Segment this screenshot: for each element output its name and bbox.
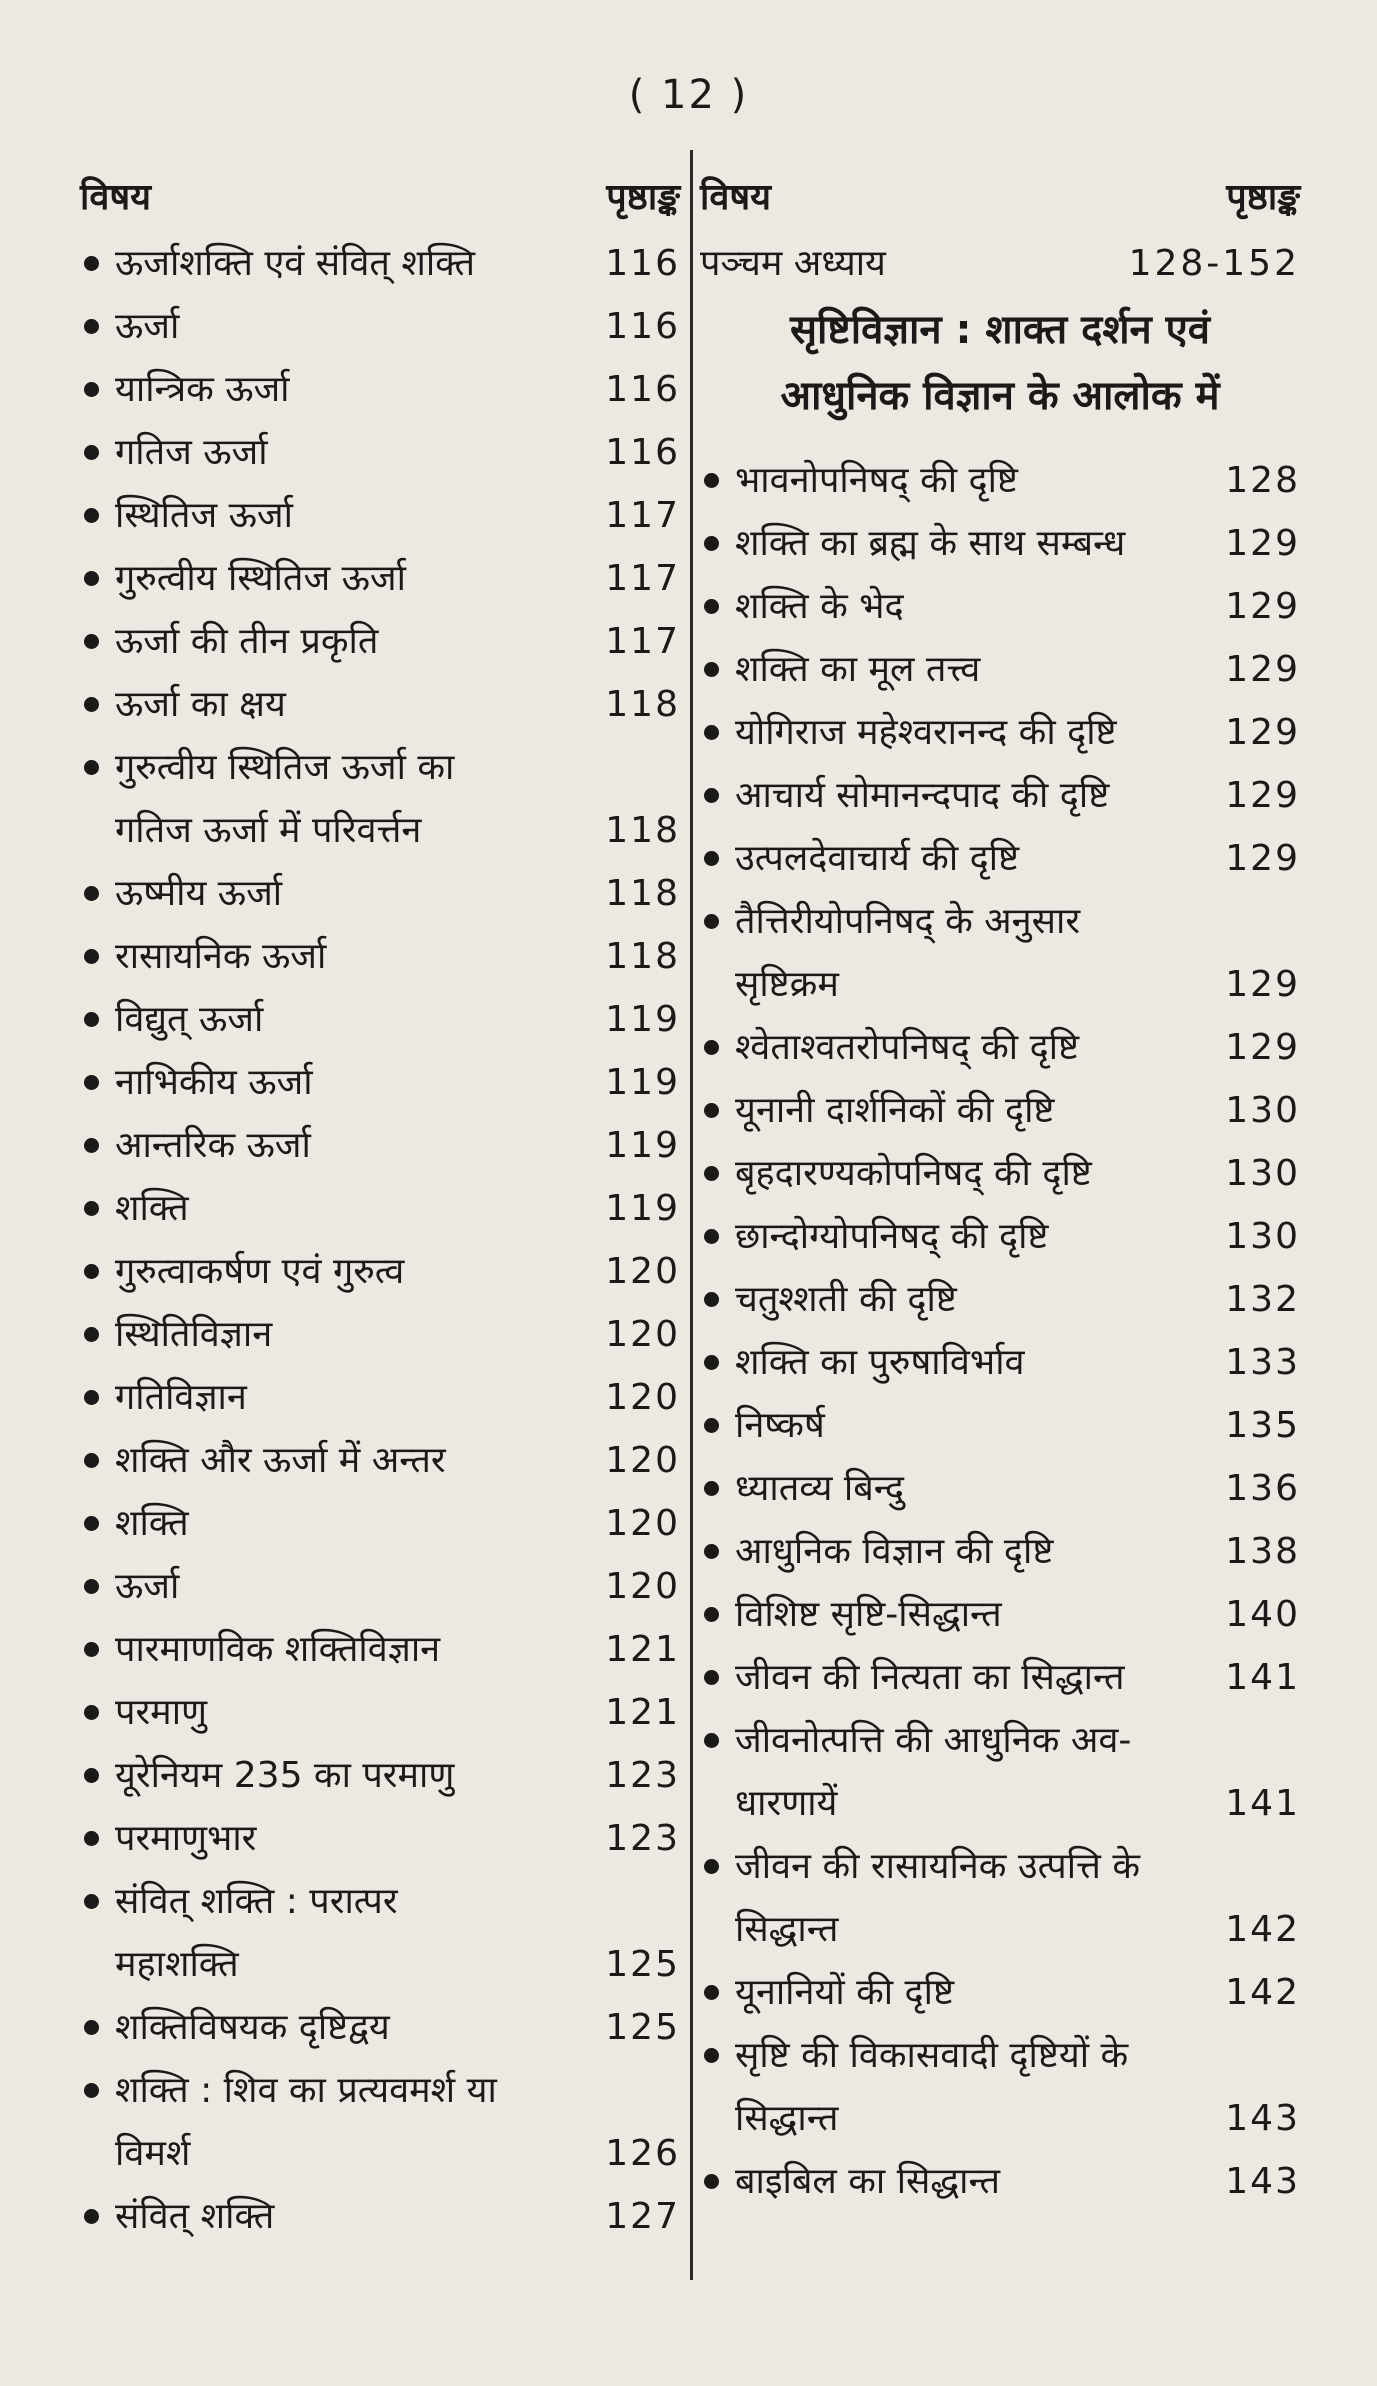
entry-page: 123 xyxy=(605,1755,680,1796)
toc-entry xyxy=(80,232,680,295)
entry-page: 142 xyxy=(1225,1909,1300,1950)
entry-title xyxy=(735,1016,1210,1079)
entry-page: 117 xyxy=(605,621,680,662)
bullet-icon xyxy=(704,788,719,803)
entry-page: 143 xyxy=(1225,2098,1300,2139)
entry-page: 125 xyxy=(605,2007,680,2048)
entry-title xyxy=(735,1394,1210,1457)
toc-entry xyxy=(700,1583,1300,1646)
entry-title-line: शक्ति और ऊर्जा में अन्तर xyxy=(115,1440,446,1481)
subject-heading: विषय xyxy=(700,177,772,218)
toc-entry xyxy=(80,484,680,547)
bullet-icon xyxy=(84,697,99,712)
entry-title-line: गुरुत्वीय स्थितिज ऊर्जा xyxy=(115,558,406,599)
toc-entry xyxy=(80,1744,680,1807)
bullet-icon xyxy=(704,1985,719,2000)
bullet-icon xyxy=(704,725,719,740)
entry-title-line: सृष्टिक्रम xyxy=(735,964,839,1005)
entry-page: 121 xyxy=(605,1692,680,1733)
bullet-icon xyxy=(704,1229,719,1244)
entry-title xyxy=(115,421,590,484)
entry-title xyxy=(115,610,590,673)
toc-entry xyxy=(80,2185,680,2248)
entry-title-line: ऊर्जा xyxy=(115,1566,180,1607)
entry-title-line: गुरुत्वीय स्थितिज ऊर्जा का xyxy=(115,747,455,788)
toc-entry xyxy=(80,736,680,862)
toc-entry xyxy=(700,701,1300,764)
entry-title-line: भावनोपनिषद् की दृष्टि xyxy=(735,460,1018,501)
entry-title-line: उत्पलदेवाचार्य की दृष्टि xyxy=(735,838,1020,879)
entry-title xyxy=(115,295,590,358)
entry-title-line: विशिष्ट सृष्टि-सिद्धान्त xyxy=(735,1594,1002,1635)
entry-title xyxy=(115,1996,590,2059)
bullet-icon xyxy=(84,1075,99,1090)
entry-title xyxy=(115,1555,590,1618)
entry-page: 120 xyxy=(605,1251,680,1292)
chapter-title-line: आधुनिक विज्ञान के आलोक में xyxy=(780,373,1220,419)
chapter-title xyxy=(700,297,1300,429)
bullet-icon xyxy=(704,1166,719,1181)
bullet-icon xyxy=(84,382,99,397)
entry-title xyxy=(735,2024,1210,2150)
entry-title-line: आचार्य सोमानन्दपाद की दृष्टि xyxy=(735,775,1110,816)
chapter-title-line: सृष्टिविज्ञान : शाक्त दर्शन एवं xyxy=(789,307,1211,353)
entry-title-line: महाशक्ति xyxy=(115,1944,239,1985)
bullet-icon xyxy=(84,1831,99,1846)
entry-page: 119 xyxy=(605,1125,680,1166)
entry-title-line: शक्ति का मूल तत्त्व xyxy=(735,649,981,690)
toc-entry xyxy=(80,1870,680,1996)
bullet-icon xyxy=(84,949,99,964)
entry-page: 130 xyxy=(1225,1216,1300,1257)
bullet-icon xyxy=(84,571,99,586)
left-column xyxy=(80,150,680,2248)
entry-page: 126 xyxy=(605,2133,680,2174)
entry-page: 118 xyxy=(605,936,680,977)
bullet-icon xyxy=(704,536,719,551)
toc-entry xyxy=(80,673,680,736)
toc-entry xyxy=(700,512,1300,575)
toc-entry xyxy=(80,1618,680,1681)
right-header xyxy=(700,150,1300,220)
entry-title-line: जीवन की रासायनिक उत्पत्ति के xyxy=(735,1846,1140,1887)
entry-page: 141 xyxy=(1225,1657,1300,1698)
entry-title-line: गुरुत्वाकर्षण एवं गुरुत्व xyxy=(115,1251,405,1292)
entry-title-line: बाइबिल का सिद्धान्त xyxy=(735,2161,1001,2202)
toc-entry xyxy=(700,1331,1300,1394)
toc-entry xyxy=(80,1492,680,1555)
entry-title-line: शक्तिविषयक दृष्टिद्वय xyxy=(115,2007,390,2048)
toc-entry xyxy=(80,358,680,421)
entry-title xyxy=(735,1205,1210,1268)
entry-title xyxy=(115,1744,590,1807)
entry-title xyxy=(115,547,590,610)
toc-entry xyxy=(80,1807,680,1870)
entry-title xyxy=(735,1457,1210,1520)
toc-entry xyxy=(80,1681,680,1744)
entry-title xyxy=(735,1331,1210,1394)
bullet-icon xyxy=(704,1544,719,1559)
entry-title xyxy=(115,2185,590,2248)
toc-entry xyxy=(80,1114,680,1177)
bullet-icon xyxy=(84,1642,99,1657)
entry-title xyxy=(115,232,590,295)
bullet-icon xyxy=(84,1453,99,1468)
toc-entry xyxy=(80,295,680,358)
entry-title-line: ऊर्जा का क्षय xyxy=(115,684,286,725)
entry-page: 143 xyxy=(1225,2161,1300,2202)
entry-title-line: ध्यातव्य बिन्दु xyxy=(735,1468,905,1509)
bullet-icon xyxy=(704,851,719,866)
entry-title-line: सृष्टि की विकासवादी दृष्टियों के xyxy=(735,2035,1129,2076)
bullet-icon xyxy=(84,256,99,271)
entry-title xyxy=(115,1303,590,1366)
entry-page: 140 xyxy=(1225,1594,1300,1635)
bullet-icon xyxy=(704,1040,719,1055)
entry-title xyxy=(115,1807,590,1870)
toc-entry xyxy=(700,1394,1300,1457)
entry-page: 129 xyxy=(1225,964,1300,1005)
entry-title xyxy=(735,764,1210,827)
toc-entry xyxy=(700,449,1300,512)
toc-entry xyxy=(80,925,680,988)
page-heading: पृष्ठाङ्क xyxy=(606,177,680,218)
bullet-icon xyxy=(704,1355,719,1370)
entry-title-line: नाभिकीय ऊर्जा xyxy=(115,1062,313,1103)
entry-page: 129 xyxy=(1225,838,1300,879)
toc-entry xyxy=(80,1996,680,2059)
entry-title xyxy=(735,1079,1210,1142)
entry-title-line: स्थितिविज्ञान xyxy=(115,1314,273,1355)
entry-title-line: शक्ति के भेद xyxy=(735,586,904,627)
entry-title xyxy=(115,1492,590,1555)
bullet-icon xyxy=(704,914,719,929)
entry-title-line: छान्दोग्योपनिषद् की दृष्टि xyxy=(735,1216,1049,1257)
toc-entry xyxy=(700,2024,1300,2150)
entry-page: 127 xyxy=(605,2196,680,2237)
entry-title xyxy=(115,2059,590,2185)
entry-title-line: श्वेताश्वतरोपनिषद् की दृष्टि xyxy=(735,1027,1080,1068)
entry-title-line: निष्कर्ष xyxy=(735,1405,825,1446)
entry-title xyxy=(735,701,1210,764)
entry-title xyxy=(115,1429,590,1492)
entry-title xyxy=(115,1240,590,1303)
entry-title-line: ऊर्जा की तीन प्रकृति xyxy=(115,621,379,662)
entry-title xyxy=(735,1709,1210,1835)
bullet-icon xyxy=(84,760,99,775)
entry-title-line: चतुश्शती की दृष्टि xyxy=(735,1279,957,1320)
entry-title-line: रासायनिक ऊर्जा xyxy=(115,936,327,977)
entry-page: 136 xyxy=(1225,1468,1300,1509)
entry-title-line: ऊर्जा xyxy=(115,306,180,347)
entry-title-line: शक्ति xyxy=(115,1188,189,1229)
entry-title xyxy=(115,925,590,988)
entry-page: 130 xyxy=(1225,1090,1300,1131)
toc-entry xyxy=(80,1051,680,1114)
entry-page: 138 xyxy=(1225,1531,1300,1572)
toc-entry xyxy=(700,1205,1300,1268)
entry-title xyxy=(115,1681,590,1744)
entry-title xyxy=(115,1366,590,1429)
bullet-icon xyxy=(84,508,99,523)
entry-title-line: विद्युत् ऊर्जा xyxy=(115,999,264,1040)
entry-title-line: गतिविज्ञान xyxy=(115,1377,247,1418)
entry-title-line: शक्ति xyxy=(115,1503,189,1544)
entry-title xyxy=(115,673,590,736)
entry-page: 128 xyxy=(1225,460,1300,501)
entry-title xyxy=(735,1583,1210,1646)
entry-page: 118 xyxy=(605,873,680,914)
bullet-icon xyxy=(704,2174,719,2189)
entry-title-line: शक्ति : शिव का प्रत्यवमर्श या xyxy=(115,2070,497,2111)
bullet-icon xyxy=(704,662,719,677)
entry-page: 129 xyxy=(1225,1027,1300,1068)
entry-page: 117 xyxy=(605,495,680,536)
bullet-icon xyxy=(704,1103,719,1118)
bullet-icon xyxy=(84,1516,99,1531)
entry-title xyxy=(735,512,1210,575)
entry-title xyxy=(735,2150,1210,2213)
bullet-icon xyxy=(704,473,719,488)
entry-title xyxy=(115,988,590,1051)
entry-page: 117 xyxy=(605,558,680,599)
toc-entry xyxy=(80,1240,680,1303)
entry-title xyxy=(735,1142,1210,1205)
entry-page: 121 xyxy=(605,1629,680,1670)
entry-page: 129 xyxy=(1225,712,1300,753)
entry-page: 120 xyxy=(605,1377,680,1418)
toc-entry xyxy=(700,1268,1300,1331)
entry-page: 135 xyxy=(1225,1405,1300,1446)
toc-entry xyxy=(80,547,680,610)
toc-entry xyxy=(700,827,1300,890)
bullet-icon xyxy=(84,2209,99,2224)
bullet-icon xyxy=(84,319,99,334)
bullet-icon xyxy=(84,1390,99,1405)
entry-title-line: बृहदारण्यकोपनिषद् की दृष्टि xyxy=(735,1153,1092,1194)
bullet-icon xyxy=(704,1859,719,1874)
entry-page: 133 xyxy=(1225,1342,1300,1383)
entry-page: 116 xyxy=(605,432,680,473)
entry-title-line: विमर्श xyxy=(115,2133,191,2174)
entry-title xyxy=(735,1961,1210,2024)
entry-title xyxy=(115,358,590,421)
toc-entry xyxy=(700,764,1300,827)
bullet-icon xyxy=(84,1768,99,1783)
entry-page: 141 xyxy=(1225,1783,1300,1824)
entry-title-line: शक्ति का पुरुषाविर्भाव xyxy=(735,1342,1025,1383)
toc-entry xyxy=(700,1520,1300,1583)
bullet-icon xyxy=(84,1138,99,1153)
entry-page: 129 xyxy=(1225,586,1300,627)
entry-title-line: परमाणुभार xyxy=(115,1818,257,1859)
bullet-icon xyxy=(84,445,99,460)
entry-title xyxy=(115,1114,590,1177)
toc-entry xyxy=(80,862,680,925)
toc-entry xyxy=(80,1303,680,1366)
toc-entry xyxy=(80,1429,680,1492)
entry-title xyxy=(735,575,1210,638)
entry-page: 130 xyxy=(1225,1153,1300,1194)
entry-title-line: गतिज ऊर्जा में परिवर्त्तन xyxy=(115,810,422,851)
entry-title xyxy=(735,1646,1210,1709)
bullet-icon xyxy=(704,1418,719,1433)
toc-entry xyxy=(80,1177,680,1240)
entry-title-line: पारमाणविक शक्तिविज्ञान xyxy=(115,1629,441,1670)
entry-page: 119 xyxy=(605,1188,680,1229)
toc-entry xyxy=(80,1366,680,1429)
entry-title xyxy=(735,449,1210,512)
right-toc-list xyxy=(700,449,1300,2213)
entry-title-line: परमाणु xyxy=(115,1692,208,1733)
bullet-icon xyxy=(704,1670,719,1685)
entry-title xyxy=(735,890,1210,1016)
entry-title-line: संवित् शक्ति : परात्पर xyxy=(115,1881,398,1922)
entry-page: 120 xyxy=(605,1566,680,1607)
bullet-icon xyxy=(84,2083,99,2098)
toc-entry xyxy=(700,638,1300,701)
page-heading: पृष्ठाङ्क xyxy=(1226,177,1300,218)
entry-page: 116 xyxy=(605,369,680,410)
entry-page: 116 xyxy=(605,306,680,347)
entry-page: 118 xyxy=(605,810,680,851)
entry-title xyxy=(735,1268,1210,1331)
right-column xyxy=(700,150,1300,2213)
toc-entry xyxy=(700,1016,1300,1079)
entry-page: 116 xyxy=(605,243,680,284)
left-toc-list xyxy=(80,232,680,2248)
entry-page: 129 xyxy=(1225,775,1300,816)
entry-title-line: यूनानी दार्शनिकों की दृष्टि xyxy=(735,1090,1055,1131)
chapter-pages: 128-152 xyxy=(1128,243,1300,284)
entry-page: 118 xyxy=(605,684,680,725)
entry-page: 142 xyxy=(1225,1972,1300,2013)
entry-title-line: ऊर्जाशक्ति एवं संवित् शक्ति xyxy=(115,243,475,284)
toc-entry xyxy=(700,890,1300,1016)
bullet-icon xyxy=(704,2048,719,2063)
entry-title-line: ऊष्मीय ऊर्जा xyxy=(115,873,283,914)
toc-entry xyxy=(700,2150,1300,2213)
entry-title xyxy=(115,862,590,925)
entry-page: 123 xyxy=(605,1818,680,1859)
toc-entry xyxy=(80,988,680,1051)
bullet-icon xyxy=(704,1481,719,1496)
toc-entry xyxy=(80,421,680,484)
toc-entry xyxy=(700,1961,1300,2024)
bullet-icon xyxy=(84,1327,99,1342)
entry-page: 129 xyxy=(1225,523,1300,564)
entry-page: 125 xyxy=(605,1944,680,1985)
bullet-icon xyxy=(84,1579,99,1594)
entry-page: 132 xyxy=(1225,1279,1300,1320)
column-divider xyxy=(690,150,693,2280)
bullet-icon xyxy=(84,886,99,901)
entry-page: 119 xyxy=(605,1062,680,1103)
entry-page: 119 xyxy=(605,999,680,1040)
subject-heading: विषय xyxy=(80,177,152,218)
bullet-icon xyxy=(84,2020,99,2035)
toc-entry xyxy=(80,610,680,673)
entry-title-line: सिद्धान्त xyxy=(735,1909,839,1950)
entry-title-line: गतिज ऊर्जा xyxy=(115,432,268,473)
entry-title xyxy=(115,736,590,862)
left-header xyxy=(80,150,680,220)
entry-title xyxy=(735,1835,1210,1961)
toc-entry xyxy=(80,1555,680,1618)
bullet-icon xyxy=(84,1705,99,1720)
entry-page: 120 xyxy=(605,1503,680,1544)
entry-title xyxy=(735,638,1210,701)
chapter-label: पञ्चम अध्याय xyxy=(700,243,886,284)
entry-title xyxy=(115,1870,590,1996)
toc-entry xyxy=(700,1835,1300,1961)
bullet-icon xyxy=(84,634,99,649)
bullet-icon xyxy=(704,1292,719,1307)
entry-title-line: यूरेनियम 235 का परमाणु xyxy=(115,1755,455,1796)
toc-entry xyxy=(700,1142,1300,1205)
toc-entry xyxy=(80,2059,680,2185)
entry-title xyxy=(115,1177,590,1240)
toc-entry xyxy=(700,1079,1300,1142)
bullet-icon xyxy=(84,1201,99,1216)
entry-title-line: संवित् शक्ति xyxy=(115,2196,275,2237)
entry-title-line: शक्ति का ब्रह्म के साथ सम्बन्ध xyxy=(735,523,1126,564)
bullet-icon xyxy=(84,1264,99,1279)
entry-title-line: योगिराज महेश्वरानन्द की दृष्टि xyxy=(735,712,1117,753)
bullet-icon xyxy=(84,1012,99,1027)
toc-entry xyxy=(700,1646,1300,1709)
entry-title xyxy=(115,1051,590,1114)
bullet-icon xyxy=(704,1733,719,1748)
entry-title-line: स्थितिज ऊर्जा xyxy=(115,495,293,536)
entry-title-line: जीवन की नित्यता का सिद्धान्त xyxy=(735,1657,1125,1698)
entry-title-line: आधुनिक विज्ञान की दृष्टि xyxy=(735,1531,1054,1572)
entry-title-line: यान्त्रिक ऊर्जा xyxy=(115,369,290,410)
page-number: ( 12 ) xyxy=(628,72,749,118)
entry-title-line: जीवनोत्पत्ति की आधुनिक अव- xyxy=(735,1720,1132,1761)
toc-entry xyxy=(700,575,1300,638)
entry-page: 120 xyxy=(605,1314,680,1355)
entry-title xyxy=(735,1520,1210,1583)
entry-title-line: धारणायें xyxy=(735,1783,838,1824)
entry-title xyxy=(735,827,1210,890)
toc-entry xyxy=(700,1709,1300,1835)
entry-title-line: तैत्तिरीयोपनिषद् के अनुसार xyxy=(735,901,1081,942)
toc-entry xyxy=(700,1457,1300,1520)
entry-title xyxy=(115,484,590,547)
bullet-icon xyxy=(704,1607,719,1622)
entry-title-line: आन्तरिक ऊर्जा xyxy=(115,1125,311,1166)
entry-page: 120 xyxy=(605,1440,680,1481)
bullet-icon xyxy=(704,599,719,614)
entry-title-line: सिद्धान्त xyxy=(735,2098,839,2139)
entry-page: 129 xyxy=(1225,649,1300,690)
entry-title-line: यूनानियों की दृष्टि xyxy=(735,1972,955,2013)
entry-title xyxy=(115,1618,590,1681)
chapter-row xyxy=(700,232,1300,295)
bullet-icon xyxy=(84,1894,99,1909)
